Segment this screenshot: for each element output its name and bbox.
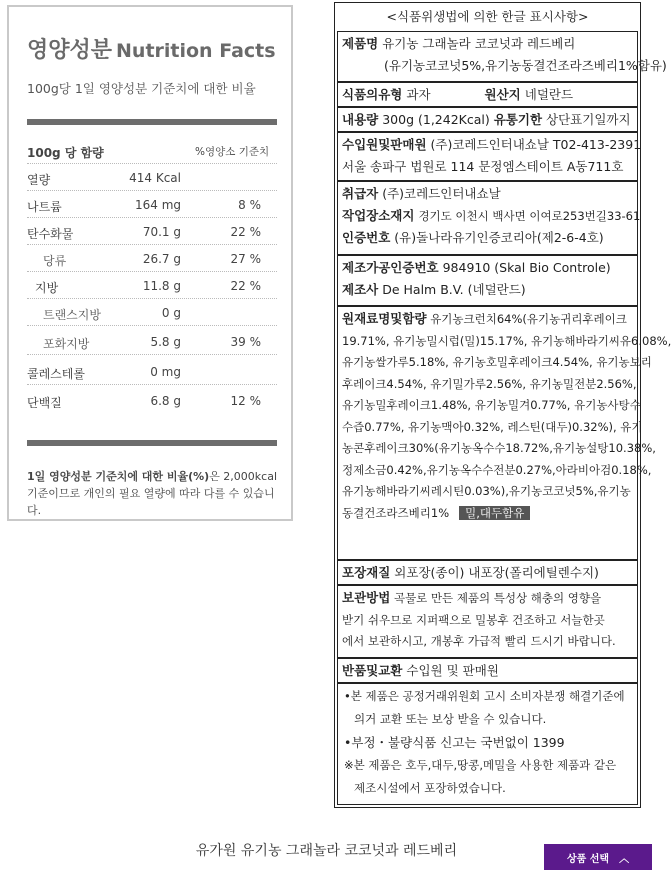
nutrition-row: 나트륨 164 mg 8 % xyxy=(27,194,277,218)
handler-section: 취급자 (주)코레드인터내쇼날 작업장소재지 경기도 이천시 백사면 이여로253번길33-61 인증번호 (유)돌나라유기인증코리아(제2-6-4호) xyxy=(337,181,638,255)
storage-section: 보관방법 곡물로 만든 제품의 특성상 해충의 영향을 받기 쉬우므로 지퍼팩으로 밀봉후 건조하고 서늘한곳 에서 보관하시고, 개봉후 가급적 빨리 드시기 바랍니다. xyxy=(337,585,638,658)
korean-label-panel xyxy=(334,2,671,808)
nutrition-row: 열량 414 Kcal xyxy=(27,167,277,191)
product-select-label: 상품 선택 xyxy=(566,853,610,865)
thick-divider-top xyxy=(27,119,277,125)
food-type-section: 식품의유형 과자 원산지 네덜란드 xyxy=(337,82,638,107)
label-header: <식품위생법에 의한 한글 표시사항> xyxy=(386,9,589,24)
product-name-section: 제품명 유기농 그래놀라 코코넛과 레드베리 (유기농코코넛5%,유기농동결건조라즈베리1%함유) xyxy=(337,31,638,82)
nutrition-footnote: 1일 영양성분 기준치에 대한 비율(%)은 2,000kcal 기준이므로 개인의 필요 열량에 따라 다를 수 있습니다. xyxy=(27,470,278,517)
thick-divider-bottom xyxy=(27,440,277,446)
importer-section: 수입원및판매원 (주)코레드인터내쇼날 T02-413-2391 서울 송파구 법원로 114 문정엠스테이트 A동711호 xyxy=(337,132,638,181)
nutrition-row: 지방 11.8 g 22 % xyxy=(27,275,277,299)
nutrition-subtitle: 100g당 1일 영양성분 기준치에 대한 비율 xyxy=(27,81,256,96)
nutrition-row: 콜레스테롤 0 mg xyxy=(27,361,277,385)
nutrition-row: 단백질 6.8 g 12 % xyxy=(27,394,261,410)
nutrition-title xyxy=(27,33,276,64)
volume-section: 내용량 300g (1,242Kcal) 유통기한 상단표기일까지 xyxy=(337,107,638,132)
product-name-caption: 유가원 유기농 그래놀라 코코넛과 레드베리 xyxy=(195,843,458,859)
header-amount: 100g 당 함량 xyxy=(27,146,104,160)
nutrition-facts-panel xyxy=(7,5,293,521)
packaging-section: 포장재질 외포장(종이) 내포장(폴리에틸렌수지) xyxy=(337,560,638,585)
nutrition-title-ko: 영양성분 xyxy=(27,38,113,63)
nutrition-title-en: Nutrition Facts xyxy=(116,40,276,62)
nutrition-row: 포화지방 5.8 g 39 % xyxy=(27,331,277,355)
ingredients-section: 원재료명및함량 유기농크런치64%(유기농귀리후레이크 19.71%, 유기농밀시럽(밀)15.17%, 유기농해바라기씨유6.08%, 유기농쌀가루5.18%, 유기농호밀후레이크4.54%, 유기농보리 후레이크4.54%, 유기밀가루2.56%, 유기농밀전분2.56%, 유기농밀후레이크1.48%, 유기농밀겨0.77%, 유기농사탕수 수즙0.77%, 유기농맥아0.32%, 레스틴(대두)0.32%), 유기 농콘후레이크30%(유기농옥수수18.72%,유기농설탕10.38%, 정제소금0.42%,유기농옥수수전분0.27%,아라비아검0.18%, 유기농해바라기씨레시틴0.03%),유기농코코넛5%,유기농 동결건조라즈베리1% 밀,대두함유 xyxy=(337,306,638,560)
manufacturer-section: 제조가공인증번호 984910 (Skal Bio Controle) 제조사 De Halm B.V. (네덜란드) xyxy=(337,255,638,306)
chevron-up-icon: ︿ xyxy=(619,853,630,865)
allergy-badge: 밀,대두함유 xyxy=(459,506,530,520)
nutrition-row: 당류 26.7 g 27 % xyxy=(27,248,277,272)
nutrition-row: 트랜스지방 0 g xyxy=(27,302,277,326)
return-section: 반품및교환 수입원 및 판매원 xyxy=(337,658,638,683)
header-percent: %영양소 기준치 xyxy=(195,146,270,158)
product-select-button[interactable] xyxy=(544,844,652,870)
nutrition-header-row xyxy=(27,140,277,164)
notes-section: •본 제품은 공정거래위원회 고시 소비자분쟁 해결기준에 의거 교환 또는 보상 받을 수 있습니다. •부정・불량식품 신고는 국번없이 1399 ※본 제품은 호두,대두,땅콩,메밀을 사용한 제품과 같은 제조시설에서 포장하였습니다. xyxy=(337,683,638,805)
nutrition-row: 탄수화물 70.1 g 22 % xyxy=(27,221,277,245)
